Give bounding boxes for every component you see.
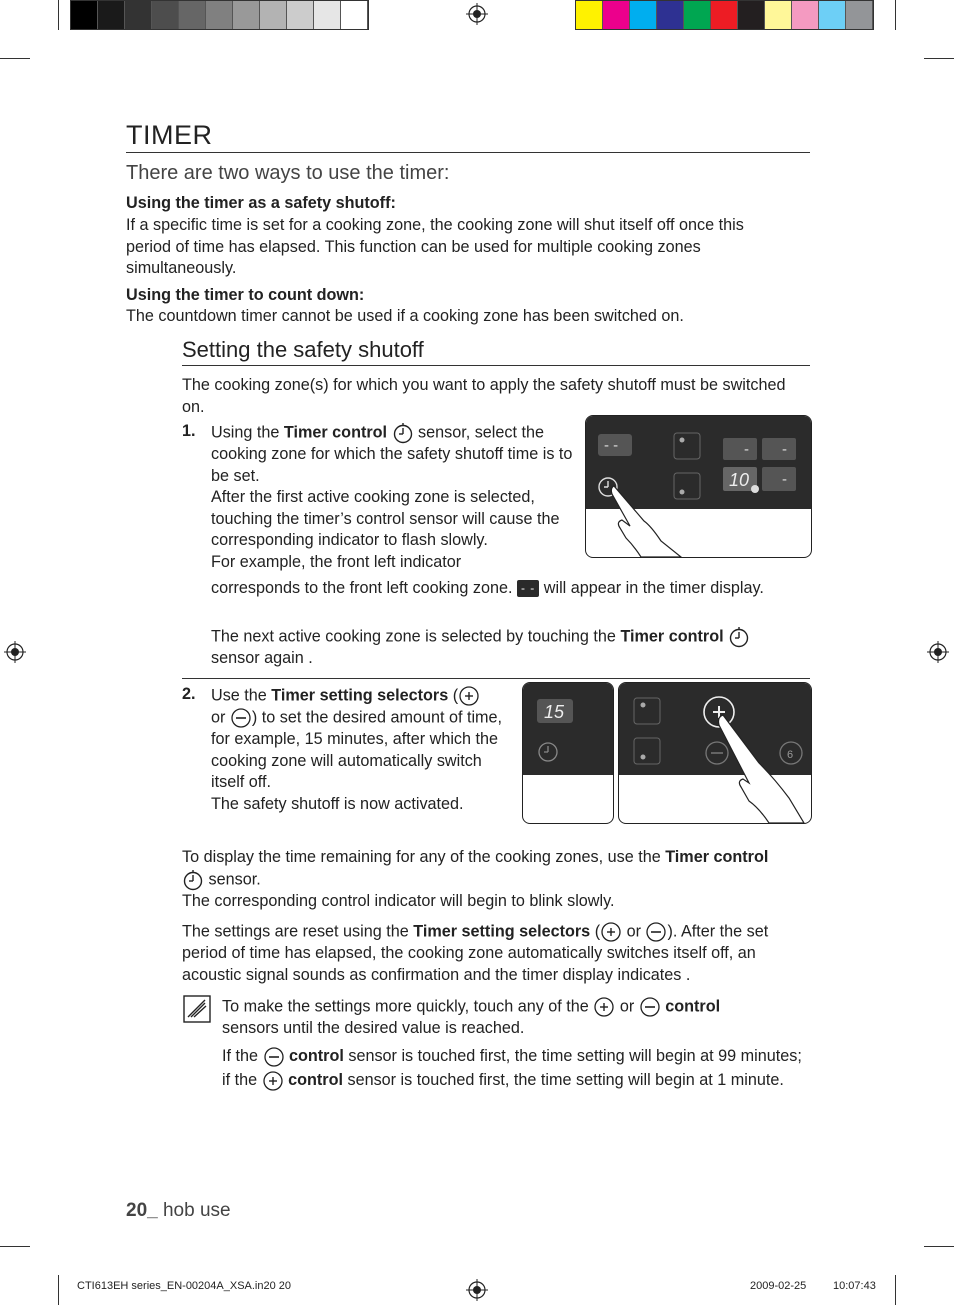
note-text-e: sensor is touched first, the time setting will begin at 99 minutes; if the [222, 1047, 802, 1089]
plus-icon [262, 1070, 284, 1092]
step2-text-c: or [211, 708, 226, 727]
grayscale-swatch [125, 1, 152, 29]
note-icon [183, 995, 211, 1023]
step1-text-h: sensor again . [211, 649, 313, 667]
grayscale-swatch [260, 1, 287, 29]
plus-icon [458, 685, 480, 707]
timer-display-badge: - - [517, 580, 539, 597]
step2-text [211, 685, 511, 815]
remain-text [182, 847, 782, 912]
process-swatch [792, 1, 819, 29]
timer-setting-selectors-label: Timer setting selectors [413, 922, 591, 941]
grayscale-color-bar [70, 0, 369, 30]
remain-text-a: To display the time remaining for any of the cooking zones, use the [182, 848, 666, 866]
remain-text-c: The corresponding control indicator will begin to blink slowly. [182, 891, 615, 910]
minus-icon [639, 996, 661, 1018]
countdown-body: The countdown timer cannot be used if a cooking zone has been switched on. [126, 307, 684, 325]
step1-text-e: corresponds to the front left cooking zone. [211, 579, 513, 597]
step1-text-cont [211, 578, 801, 600]
display-15: 15 [544, 702, 565, 722]
plus-icon [600, 921, 622, 943]
control-label: control [288, 1071, 343, 1089]
registration-mark-icon [466, 3, 488, 25]
grayscale-swatch [71, 1, 98, 29]
step1-text-f: will appear in the timer display. [543, 579, 764, 597]
process-swatch [684, 1, 711, 29]
grayscale-swatch [233, 1, 260, 29]
process-swatch [765, 1, 792, 29]
step1-next [211, 626, 811, 670]
minus-icon [263, 1046, 285, 1068]
note-text-d: If the [222, 1047, 258, 1065]
reset-text-d: ). After the set period of time has elapsed, the cooking zone automatically switches itself off, an acoustic signal sounds as confirmation and the timer display indicates . [182, 922, 769, 984]
page-number: 20_ [126, 1200, 158, 1221]
grayscale-swatch [314, 1, 341, 29]
reset-text-a: The settings are reset using the [182, 922, 414, 941]
page-title: TIMER [126, 120, 810, 153]
timer-control-label: Timer control [620, 627, 724, 646]
slug-date: 2009-02-25 [750, 1280, 807, 1292]
grayscale-swatch [152, 1, 179, 29]
minus-icon [230, 707, 252, 729]
grayscale-swatch [206, 1, 233, 29]
slug-time: 10:07:43 [833, 1280, 876, 1292]
plus-icon [593, 996, 615, 1018]
timer-control-label: Timer control [665, 848, 769, 866]
remain-text-b: sensor. [208, 869, 261, 888]
display-e: - [782, 471, 787, 488]
timer-icon [728, 626, 750, 648]
control-label: control [289, 1047, 344, 1065]
process-swatch [657, 1, 684, 29]
control-label: control [665, 997, 721, 1016]
reset-text-c: or [626, 922, 641, 941]
process-swatch [711, 1, 738, 29]
step1-text-c: After the first active cooking zone is selected, touching the timer’s control sensor will cause the corresponding indicator to flash slowly. [211, 488, 560, 550]
note-text-c: sensors until the desired value is reached. [222, 1019, 525, 1037]
step2-text-b: ( [448, 686, 459, 705]
reset-text [182, 921, 810, 986]
control-panel-illustration-1 [585, 415, 812, 558]
note-text-1 [222, 996, 807, 1040]
shutoff-body: If a specific time is set for a cooking zone, the cooking zone will shut itself off once this period of time has elapsed. This function can be used for multiple cooking zones simultaneously. [126, 216, 744, 278]
step1-text [211, 422, 581, 574]
section-intro: The cooking zone(s) for which you want to apply the safety shutoff must be switched on. [182, 376, 786, 416]
process-swatch [846, 1, 873, 29]
countdown-heading: Using the timer to count down: [126, 286, 365, 304]
process-swatch [630, 1, 657, 29]
display-a: - - [604, 437, 619, 454]
section-title: Setting the safety shutoff [182, 336, 810, 366]
grayscale-swatch [287, 1, 314, 29]
timer-setting-selectors-label: Timer setting selectors [271, 686, 449, 705]
step1-text-b: sensor, select the cooking zone for which the safety shutoff time is to be set. [211, 423, 573, 485]
timer-icon [392, 422, 414, 444]
process-swatch [819, 1, 846, 29]
page-footer [126, 1200, 231, 1222]
display-c: - [782, 441, 787, 458]
grayscale-swatch [341, 1, 368, 29]
timer-display-illustration [522, 682, 614, 824]
display-b: - [744, 441, 749, 458]
timer-icon [182, 869, 204, 891]
note-text-f: sensor is touched first, the time setting will begin at 1 minute. [347, 1071, 784, 1089]
zone-number: 6 [787, 749, 794, 761]
note-text-2 [222, 1044, 812, 1092]
note-text-a: To make the settings more quickly, touch any of the [222, 997, 589, 1016]
selectors-illustration [618, 682, 812, 824]
step-number: 2. [182, 685, 196, 703]
step2-text-a: Use the [211, 686, 272, 705]
footer-section: hob use [162, 1200, 231, 1221]
step1-text-a: Using the [211, 423, 284, 442]
display-d: 10 [729, 470, 750, 490]
step2-text-d: ) to set the desired amount of time, for example, 15 minutes, after which the cooking zone will automatically switch itself off. [211, 708, 503, 792]
process-swatch [576, 1, 603, 29]
shutoff-heading: Using the timer as a safety shutoff: [126, 194, 396, 212]
registration-mark-icon [4, 641, 26, 663]
step-number: 1. [182, 422, 196, 440]
step2-text-e: The safety shutoff is now activated. [211, 794, 464, 813]
grayscale-swatch [98, 1, 125, 29]
minus-icon [645, 921, 667, 943]
reset-text-b: ( [594, 922, 601, 941]
divider [182, 678, 810, 679]
registration-mark-icon [466, 1279, 488, 1301]
process-swatch [603, 1, 630, 29]
process-color-bar [575, 0, 874, 30]
process-swatch [738, 1, 765, 29]
slug-file: CTI613EH series_EN-00204A_XSA.in20 20 [77, 1280, 292, 1292]
grayscale-swatch [179, 1, 206, 29]
registration-mark-icon [927, 641, 949, 663]
intro-text: There are two ways to use the timer: [126, 162, 450, 184]
note-text-b: or [619, 997, 635, 1016]
step1-text-g: The next active cooking zone is selected by touching the [211, 627, 621, 646]
step1-text-d: For example, the front left indicator [211, 552, 462, 571]
timer-control-label: Timer control [283, 423, 388, 442]
